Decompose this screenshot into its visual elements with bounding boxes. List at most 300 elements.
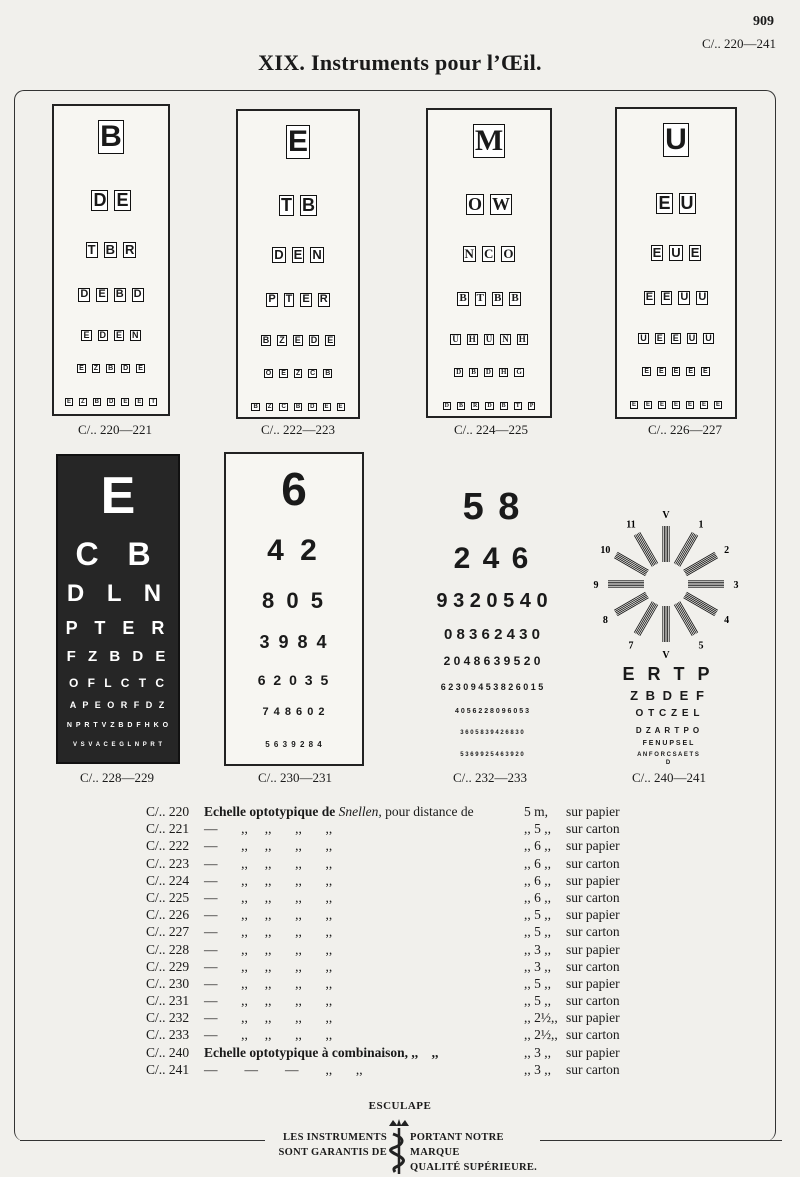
spec-material: sur papier: [566, 1010, 620, 1026]
chart-letter: T: [281, 195, 292, 215]
chart-letter: E: [324, 404, 329, 410]
dial-number: 7: [628, 640, 634, 652]
spec-distance: ,, 2½,,: [524, 1010, 558, 1026]
dial-line: [678, 535, 696, 566]
chart-row: P T E R: [65, 618, 171, 638]
spec-distance: ,, 5 ,,: [524, 907, 551, 923]
footer-right-line2: QUALITÉ SUPÉRIEURE.: [410, 1162, 538, 1173]
chart-row: C B: [75, 536, 161, 572]
dial-line: [615, 594, 646, 612]
chart-letter: E: [688, 402, 693, 408]
chart-letter: U: [671, 245, 681, 260]
spec-code: C/.. 223: [146, 855, 190, 871]
chart-letter: O: [467, 194, 482, 214]
chart-letter: D: [274, 247, 284, 262]
footer-brand: ESCULAPE: [368, 1100, 432, 1112]
chart-letter: M: [474, 124, 504, 157]
chart-letter: D: [310, 404, 315, 410]
spec-code: C/.. 227: [146, 924, 190, 940]
spec-description: — ,, ,, ,, ,,: [204, 924, 333, 940]
chart-row: [54, 120, 168, 154]
chart-letter: N: [502, 334, 509, 344]
chart-row: F Z B D E: [66, 648, 170, 665]
dial-line: [674, 532, 692, 563]
dial-number: 10: [600, 545, 611, 556]
chart-letter: B: [115, 288, 124, 300]
spec-row: [146, 1027, 666, 1044]
chart-letter: D: [487, 403, 492, 409]
caption-232: C/.. 232—233: [452, 770, 528, 785]
dial-line: [638, 604, 656, 635]
page-reference: C/.. 220—241: [701, 36, 776, 51]
spec-code: C/.. 224: [146, 872, 190, 888]
chart-letter: N: [464, 246, 474, 261]
spec-code: C/.. 222: [146, 838, 190, 854]
chart-letter: U: [452, 334, 459, 344]
dial-line: [640, 532, 658, 563]
spec-row: [146, 838, 666, 855]
dial-line: [617, 554, 648, 572]
chart-letter: H: [500, 368, 507, 376]
chart-row: D: [665, 760, 671, 766]
dial-line: [636, 535, 654, 566]
chart-row: Z B D E F: [630, 688, 706, 703]
chart-row: D Z A R T P O: [635, 726, 701, 735]
eye-chart-220: [52, 104, 170, 416]
dial-line: [638, 533, 656, 564]
chart-row: E: [100, 467, 136, 525]
spec-row: [146, 1062, 666, 1079]
chart-letter: U: [640, 333, 647, 343]
spec-row: [146, 976, 666, 993]
chart-row: [238, 247, 358, 263]
spec-distance: ,, 5 ,,: [524, 993, 551, 1009]
spec-distance: ,, 5 ,,: [524, 975, 551, 991]
spec-description: — ,, ,, ,, ,,: [204, 975, 333, 991]
chart-letter: E: [66, 399, 71, 405]
eye-chart-228: [56, 454, 180, 764]
chart-letter: D: [310, 335, 318, 345]
spec-code: C/.. 226: [146, 907, 190, 923]
spec-material: sur carton: [566, 993, 620, 1009]
dial-number: 11: [626, 519, 636, 531]
eye-chart-230: [224, 452, 364, 766]
chart-letter: B: [262, 335, 270, 345]
chart-letter: D: [99, 330, 106, 340]
footer-left-line1: LES INSTRUMENTS: [283, 1132, 387, 1143]
astigmatism-dial-icon: [588, 504, 748, 664]
chart-letter: E: [631, 402, 636, 408]
chart-letter: P: [529, 403, 534, 409]
dial-number: 9: [593, 580, 599, 591]
dial-line: [676, 604, 694, 635]
spec-material: sur papier: [566, 907, 620, 923]
chart-letter: U: [680, 193, 694, 213]
chart-letter: B: [108, 365, 114, 372]
spec-description: — ,, ,, ,, ,,: [204, 855, 333, 871]
chart-letter: U: [705, 333, 712, 343]
dial-line: [686, 594, 717, 612]
chart-row: [238, 125, 358, 159]
chart-letter: Z: [267, 404, 272, 410]
spec-row: [146, 804, 666, 821]
footer-rule-left: [20, 1140, 265, 1141]
chart-letter: E: [703, 368, 708, 375]
spec-description: — ,, ,, ,, ,,: [204, 821, 333, 837]
chart-letter: B: [471, 368, 476, 376]
chart-letter: B: [94, 399, 99, 405]
footer-right-line1: PORTANT NOTRE MARQUE: [410, 1132, 504, 1158]
chart-row: D L N: [66, 580, 170, 607]
eye-chart-226: [615, 107, 737, 419]
dial-line: [683, 598, 714, 616]
caption-228: C/.. 228—229: [79, 770, 155, 785]
chart-row: 9 3 2 0 5 4 0: [436, 590, 548, 612]
eye-chart-222: [236, 109, 360, 419]
chart-letter: E: [281, 370, 286, 377]
spec-distance: ,, 2½,,: [524, 1027, 558, 1043]
spec-code: C/.. 229: [146, 958, 190, 974]
chart-row: [617, 193, 735, 214]
dial-line: [616, 595, 647, 613]
dial-line: [637, 603, 655, 634]
chart-row: [617, 245, 735, 261]
dial-line: [687, 558, 718, 576]
chart-letter: T: [151, 399, 156, 405]
chart-letter: U: [698, 291, 707, 303]
dial-number: V: [662, 510, 670, 521]
chart-letter: U: [680, 291, 689, 303]
chart-letter: E: [83, 330, 90, 340]
dial-line: [634, 601, 652, 632]
chart-row: 7 4 8 6 0 2: [262, 706, 326, 718]
chart-letter: E: [688, 368, 693, 375]
dial-number: 3: [733, 580, 739, 591]
spec-row: [146, 942, 666, 959]
chart-letter: W: [492, 194, 510, 214]
chart-row: 5 6 3 9 2 8 4: [265, 740, 323, 749]
chart-row: 8 0 5: [262, 588, 326, 613]
dial-line: [677, 534, 695, 565]
caption-224: C/.. 224—225: [453, 422, 529, 437]
astigmatism-dial-chart-240: [588, 504, 748, 766]
dial-number: 2: [724, 545, 730, 556]
chart-letter: E: [716, 402, 721, 408]
spec-material: sur carton: [566, 924, 620, 940]
spec-row: [146, 959, 666, 976]
dial-line: [686, 556, 717, 574]
dial-number: 1: [698, 519, 704, 531]
chart-row: [54, 242, 168, 258]
dial-line: [614, 558, 645, 576]
chart-row: N P R T V Z B D F H K O: [66, 722, 170, 729]
chart-letter: H: [518, 334, 526, 344]
dial-line: [617, 598, 648, 616]
spec-description: — ,, ,, ,, ,,: [204, 958, 333, 974]
chart-letter: P: [268, 293, 276, 305]
dial-number: 4: [724, 615, 730, 626]
spec-material: sur papier: [566, 804, 620, 819]
chart-letter: E: [327, 335, 334, 345]
eye-chart-232: [392, 486, 592, 768]
dial-line: [674, 605, 692, 636]
spec-code: C/.. 220: [146, 804, 190, 819]
spec-material: sur carton: [566, 889, 620, 905]
dial-number: V: [662, 650, 670, 661]
footer-text-left: [262, 1130, 387, 1160]
chart-letter: T: [476, 292, 484, 304]
dial-line: [617, 596, 648, 614]
caption-240: C/.. 240—241: [631, 770, 707, 785]
chart-letter: G: [516, 368, 522, 376]
chart-row: 5 8: [462, 486, 522, 528]
chart-letter: D: [456, 368, 462, 376]
eye-chart-224: [426, 108, 552, 418]
dial-line: [616, 555, 647, 573]
spec-distance: 5 m,: [524, 804, 549, 819]
chart-row: 3 9 8 4: [259, 632, 329, 652]
chart-row: 5 3 6 9 9 2 5 4 6 3 9 2 0: [460, 752, 524, 758]
chart-letter: T: [87, 242, 96, 257]
chart-letter: E: [302, 293, 310, 305]
spec-code: C/.. 241: [146, 1061, 190, 1077]
chart-row: [428, 194, 550, 215]
chart-letter: B: [501, 403, 506, 409]
chart-letter: N: [312, 247, 322, 262]
chart-row: [238, 195, 358, 216]
chart-row: O T C Z E L: [635, 708, 701, 719]
chart-letter: E: [673, 402, 678, 408]
chart-row: [54, 288, 168, 302]
chart-row: 3 6 0 5 8 3 9 4 2 6 8 3 0: [460, 730, 524, 736]
chart-letter: Z: [93, 365, 99, 372]
spec-distance: ,, 3 ,,: [524, 1061, 551, 1077]
page-number: 909: [753, 14, 774, 29]
spec-code: C/.. 240: [146, 1044, 190, 1060]
spec-row: [146, 873, 666, 890]
spec-material: sur papier: [566, 975, 620, 991]
chart-letter: B: [105, 242, 115, 257]
chart-letter: T: [515, 403, 520, 409]
dial-line: [677, 603, 695, 634]
chart-letter: E: [116, 190, 129, 210]
chart-letter: D: [485, 368, 491, 376]
spec-row: [146, 890, 666, 907]
dial-line: [685, 595, 716, 613]
spec-description: — ,, ,, ,, ,,: [204, 838, 333, 854]
spec-row: [146, 856, 666, 873]
chart-letter: D: [444, 403, 449, 409]
chart-letter: B: [458, 403, 463, 409]
spec-material: sur carton: [566, 958, 620, 974]
chart-row: A N F O R C S A E T S: [637, 752, 699, 758]
chart-row: [54, 398, 168, 406]
chart-letter: O: [265, 370, 272, 377]
spec-description: — ,, ,, ,, ,,: [204, 941, 333, 957]
chart-letter: E: [287, 125, 308, 158]
chart-letter: E: [293, 247, 303, 262]
dial-line: [617, 552, 648, 570]
caption-222: C/.. 222—223: [260, 422, 336, 437]
spec-distance: ,, 6 ,,: [524, 872, 551, 888]
chart-row: 6 2 0 3 5: [257, 672, 331, 688]
chart-letter: B: [325, 370, 331, 377]
chart-letter: D: [133, 288, 142, 300]
chart-letter: E: [79, 365, 84, 372]
chart-letter: E: [137, 399, 142, 405]
spec-description: Echelle optotypique de Snellen, pour distance de: [204, 804, 474, 819]
dial-line: [684, 554, 715, 572]
chart-letter: E: [123, 399, 128, 405]
chart-letter: D: [108, 399, 114, 405]
chart-letter: D: [80, 288, 89, 300]
chart-letter: T: [285, 293, 293, 305]
footer-left-line2: SONT GARANTIS DE: [278, 1147, 387, 1158]
page-title: XIX. Instruments pour l’Œil.: [258, 50, 542, 75]
chart-letter: E: [116, 330, 123, 340]
spec-code: C/.. 230: [146, 975, 190, 991]
specification-list: [146, 804, 666, 1079]
caption-226: C/.. 226—227: [647, 422, 723, 437]
dial-line: [684, 596, 715, 614]
chart-row: 2 4 6: [453, 542, 531, 575]
chart-row: [617, 291, 735, 305]
chart-row: [238, 369, 358, 378]
chart-row: 2 0 4 8 6 3 9 5 2 0: [443, 654, 541, 668]
chart-row: [54, 364, 168, 373]
chart-row: [428, 124, 550, 158]
spec-description: — ,, ,, ,, ,,: [204, 872, 333, 888]
chart-letter: E: [656, 333, 663, 343]
chart-letter: D: [123, 365, 129, 372]
spec-material: sur papier: [566, 872, 620, 888]
chart-letter: E: [672, 333, 679, 343]
chart-letter: E: [663, 291, 671, 303]
chart-row: 4 0 5 6 2 2 8 0 9 6 0 5 3: [455, 708, 529, 715]
dial-line: [637, 534, 655, 565]
chart-letter: B: [459, 292, 467, 304]
chart-row: 6: [281, 463, 307, 515]
caption-220: C/.. 220—221: [77, 422, 153, 437]
chart-row: [238, 403, 358, 411]
chart-letter: U: [665, 123, 687, 156]
chart-letter: O: [503, 246, 514, 261]
spec-code: C/.. 233: [146, 1027, 190, 1043]
spec-material: sur carton: [566, 821, 620, 837]
chart-letter: E: [138, 365, 143, 372]
spec-distance: ,, 6 ,,: [524, 889, 551, 905]
chart-letter: H: [468, 334, 476, 344]
chart-letter: E: [645, 291, 654, 303]
chart-letter: U: [688, 333, 696, 343]
chart-letter: R: [472, 403, 478, 409]
footer-text-right: [410, 1130, 550, 1175]
spec-description: — ,, ,, ,, ,,: [204, 993, 333, 1009]
chart-letter: Z: [279, 335, 285, 345]
spec-code: C/.. 225: [146, 889, 190, 905]
dial-line: [640, 605, 658, 636]
dial-line: [636, 602, 654, 633]
dial-line: [680, 535, 698, 566]
spec-material: sur papier: [566, 941, 620, 957]
chart-letter: E: [294, 335, 301, 345]
chart-row: [54, 330, 168, 341]
chart-letter: E: [702, 402, 707, 408]
chart-letter: B: [253, 404, 258, 410]
spec-code: C/.. 228: [146, 941, 190, 957]
chart-row: 0 8 3 6 2 4 3 0: [444, 626, 540, 643]
chart-row: [54, 190, 168, 211]
chart-row: [428, 292, 550, 306]
chart-row: O F L C T C: [68, 676, 168, 690]
chart-letter: U: [485, 334, 493, 344]
spec-row: [146, 1045, 666, 1062]
chart-row: [617, 123, 735, 157]
chart-letter: E: [652, 245, 662, 260]
caduceus-emblem-icon: [381, 1116, 417, 1176]
spec-material: sur papier: [566, 1044, 620, 1060]
chart-letter: D: [93, 190, 107, 210]
spec-description: — ,, ,, ,, ,,: [204, 907, 333, 923]
chart-row: [617, 367, 735, 376]
chart-letter: C: [310, 370, 316, 377]
chart-row: F E N U P S E L: [642, 740, 694, 747]
dial-line: [634, 535, 652, 566]
chart-letter: Z: [295, 370, 301, 377]
dial-line: [676, 533, 694, 564]
dial-line: [683, 552, 714, 570]
dial-line: [687, 592, 718, 610]
chart-row: V S V A C E G L N P R T: [72, 742, 163, 748]
chart-letter: E: [659, 402, 664, 408]
chart-row: [428, 334, 550, 345]
spec-distance: ,, 3 ,,: [524, 941, 551, 957]
spec-description: — — — ,, ,,: [204, 1061, 363, 1077]
spec-material: sur carton: [566, 855, 620, 871]
spec-row: [146, 924, 666, 941]
chart-letter: N: [132, 330, 139, 340]
chart-letter: C: [483, 246, 494, 261]
chart-letter: Z: [80, 399, 85, 405]
spec-row: [146, 993, 666, 1010]
chart-letter: B: [494, 292, 502, 304]
chart-letter: B: [302, 195, 315, 215]
spec-distance: ,, 6 ,,: [524, 855, 551, 871]
chart-row: E R T P: [622, 664, 714, 684]
spec-material: sur carton: [566, 1061, 620, 1077]
chart-letter: R: [319, 293, 328, 305]
dial-line: [685, 555, 716, 573]
chart-row: A P E O R F D Z: [69, 700, 167, 710]
chart-row: [238, 293, 358, 307]
dial-line: [614, 592, 645, 610]
chart-row: 6 2 3 0 9 4 5 3 8 2 6 0 1 5: [440, 682, 544, 692]
dial-line: [680, 601, 698, 632]
chart-letter: C: [281, 404, 286, 410]
spec-row: [146, 907, 666, 924]
spec-description: Echelle optotypique à combinaison, ,, ,,: [204, 1044, 439, 1060]
dial-number: 8: [602, 615, 608, 626]
spec-description: — ,, ,, ,, ,,: [204, 1010, 333, 1026]
spec-row: [146, 1010, 666, 1027]
spec-material: sur carton: [566, 1027, 620, 1043]
spec-distance: ,, 3 ,,: [524, 1044, 551, 1060]
spec-description: — ,, ,, ,, ,,: [204, 889, 333, 905]
chart-row: [428, 246, 550, 262]
caption-230: C/.. 230—231: [257, 770, 333, 785]
chart-row: [238, 335, 358, 346]
chart-letter: E: [338, 404, 343, 410]
